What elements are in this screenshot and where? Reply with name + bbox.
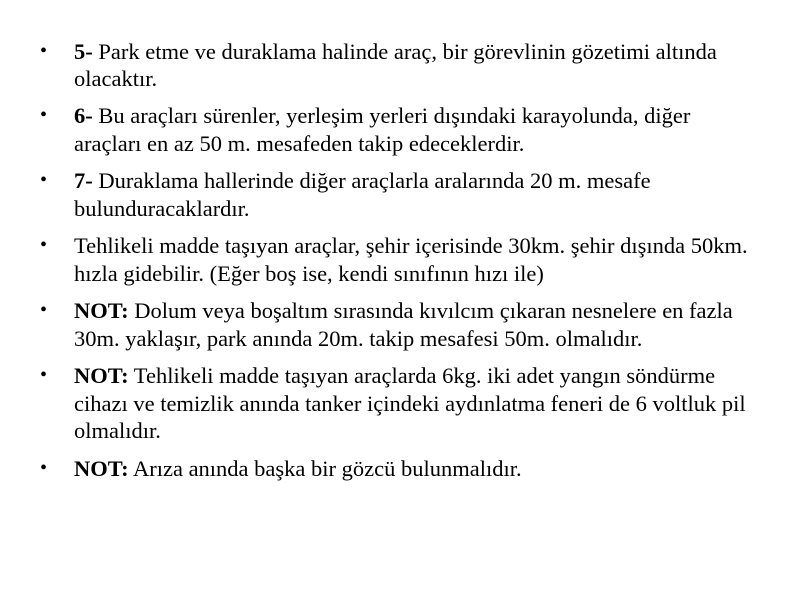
- item-text: Dolum veya boşaltım sırasında kıvılcım çıkaran nesnelere en fazla 30m. yaklaşır, park anında 20m. takip mesafesi 50m. olmalıdır.: [74, 298, 733, 351]
- bullet-list: [40, 38, 760, 492]
- list-item: [40, 362, 760, 445]
- item-text: Bu araçları sürenler, yerleşim yerleri dışındaki karayolunda, diğer araçları en az 50 m. mesafeden takip edeceklerdir.: [74, 103, 691, 156]
- list-item: [40, 232, 760, 287]
- bullet-icon: •: [40, 40, 48, 62]
- item-lead: NOT:: [74, 455, 129, 481]
- bullet-icon: •: [40, 234, 48, 256]
- bullet-icon: •: [40, 169, 48, 191]
- list-item: [40, 297, 760, 352]
- bullet-icon: •: [40, 364, 48, 386]
- bullet-icon: •: [40, 104, 48, 126]
- list-item: [40, 38, 760, 92]
- item-text: Tehlikeli madde taşıyan araçlar, şehir içerisinde 30km. şehir dışında 50km. hızla gidebilir. (Eğer boş ise, kendi sınıfının hızı ile): [74, 233, 748, 286]
- list-item: [40, 102, 760, 157]
- bullet-icon: •: [40, 456, 48, 479]
- item-lead: NOT:: [74, 298, 129, 323]
- item-lead: 6-: [74, 103, 93, 128]
- item-text: Park etme ve duraklama halinde araç, bir görevlinin gözetimi altında olacaktır.: [74, 39, 717, 91]
- item-lead: NOT:: [74, 363, 129, 388]
- item-text: Duraklama hallerinde diğer araçlarla aralarında 20 m. mesafe bulunduracaklardır.: [74, 168, 651, 221]
- item-lead: 5-: [74, 39, 93, 64]
- item-text: Arıza anında başka bir gözcü bulunmalıdır.: [128, 455, 522, 481]
- list-item: [40, 167, 760, 222]
- list-item: [40, 455, 760, 483]
- item-lead: 7-: [74, 168, 93, 193]
- bullet-icon: •: [40, 299, 48, 321]
- item-text: Tehlikeli madde taşıyan araçlarda 6kg. iki adet yangın söndürme cihazı ve temizlik anında tanker içindeki aydınlatma feneri de 6 voltluk pil olmalıdır.: [74, 363, 746, 443]
